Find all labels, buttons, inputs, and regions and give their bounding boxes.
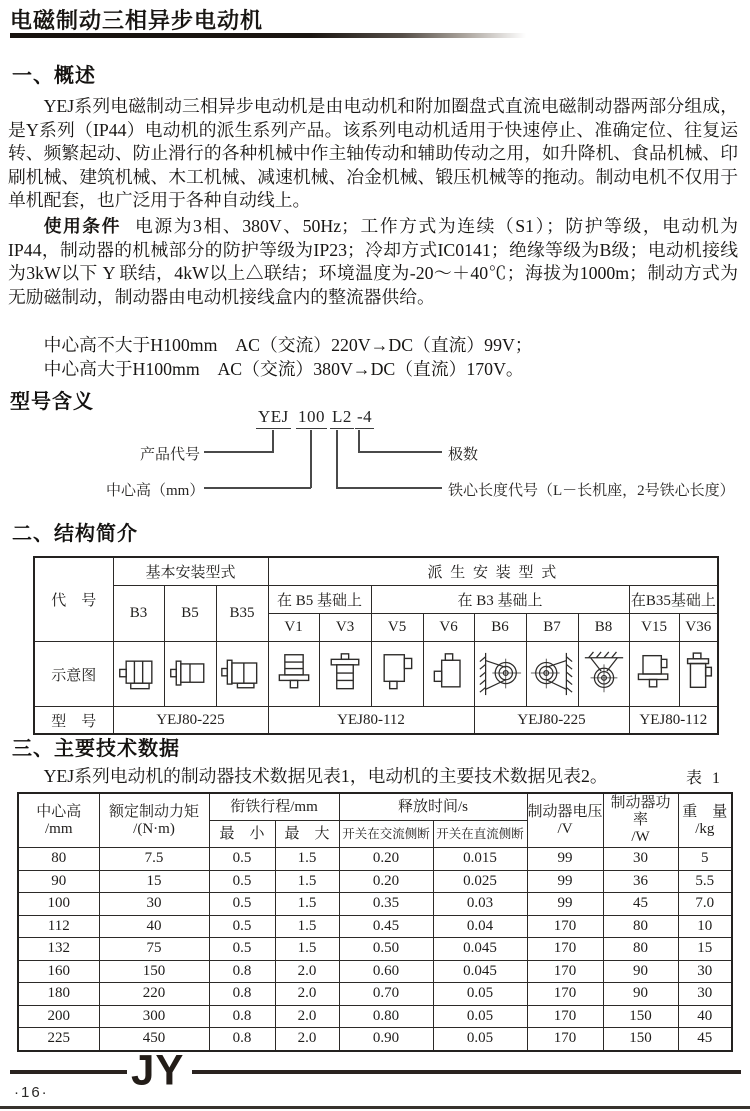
- table-cell: 170: [527, 1005, 603, 1028]
- mount-code-b7: B7: [526, 614, 578, 642]
- col-stroke-group: 衔铁行程/mm: [209, 793, 339, 821]
- col-release-group: 释放时间/s: [339, 793, 527, 821]
- table-cell: 0.05: [433, 1005, 527, 1028]
- section-overview-heading: 一、概述: [12, 65, 96, 87]
- motor-v15-icon: [629, 642, 679, 707]
- table-cell: 40: [99, 915, 209, 938]
- motor-v1-icon: [268, 642, 319, 707]
- table-cell: 225: [18, 1028, 99, 1051]
- mount-code-b5: B5: [164, 586, 216, 642]
- table-cell: 80: [18, 848, 99, 871]
- table-cell: 0.8: [209, 1028, 275, 1051]
- tech-table-body: [18, 848, 732, 1051]
- diagram-row-label: 示意图: [34, 642, 113, 707]
- table-cell: 0.03: [433, 893, 527, 916]
- table-cell: 150: [603, 1028, 678, 1051]
- table-cell: 15: [99, 870, 209, 893]
- table-cell: 132: [18, 938, 99, 961]
- col-weight: 重 量 /kg: [678, 793, 732, 848]
- table-cell: 99: [527, 848, 603, 871]
- model-code-series: YEJ: [256, 407, 291, 429]
- mount-code-b8: B8: [578, 614, 629, 642]
- table-cell: 1.5: [275, 938, 339, 961]
- page-number: ·16·: [14, 1084, 49, 1101]
- table-cell: 0.025: [433, 870, 527, 893]
- table-cell: 200: [18, 1005, 99, 1028]
- table-cell: 15: [678, 938, 732, 961]
- overview-paragraph: YEJ系列电磁制动三相异步电动机是由电动机和附加圈盘式直流电磁制动器两部分组成，是Y系列（IP44）电动机的派生系列产品。该系列电动机适用于快速停止、准确定位、往复运转、频繁起动、防止滑行的各种机械中作主轴传动和辅助传动之用，如升降机、食品机械、印刷机械、建筑机械、木工机械、减速机械、冶金机械、锻压机械等的拖动。制动电机不仅用于单机配套，也广泛用于各种自动线上。: [8, 96, 738, 210]
- connector-line: [272, 430, 274, 452]
- jy-logo: JY: [131, 1045, 185, 1094]
- conditions-label: 使用条件: [43, 216, 121, 236]
- table-cell: 450: [99, 1028, 209, 1051]
- table-cell: 75: [99, 938, 209, 961]
- label-core-length: 铁心长度代号（L－长机座，2号铁心长度）: [448, 483, 735, 499]
- table-cell: 0.5: [209, 938, 275, 961]
- table-cell: 0.045: [433, 938, 527, 961]
- table-cell: 30: [678, 983, 732, 1006]
- connector-line: [358, 430, 360, 452]
- table-row: [18, 983, 732, 1006]
- basis-b5-header: 在 B5 基础上: [268, 586, 371, 614]
- table-cell: 150: [603, 1005, 678, 1028]
- table-cell: 0.8: [209, 983, 275, 1006]
- table-cell: 5: [678, 848, 732, 871]
- table-cell: 7.5: [99, 848, 209, 871]
- table-cell: 2.0: [275, 1028, 339, 1051]
- table-cell: 0.5: [209, 870, 275, 893]
- table-row: [18, 915, 732, 938]
- table-cell: 90: [603, 960, 678, 983]
- table-cell: 0.80: [339, 1005, 433, 1028]
- structure-table: [33, 556, 719, 735]
- table-cell: 170: [527, 1028, 603, 1051]
- table-row: [18, 1028, 732, 1051]
- model-range-basic: YEJ80-225: [113, 707, 268, 735]
- table-cell: 0.35: [339, 893, 433, 916]
- table-cell: 30: [99, 893, 209, 916]
- table-cell: 0.50: [339, 938, 433, 961]
- table-cell: 1.5: [275, 870, 339, 893]
- motor-b5-icon: [164, 642, 216, 707]
- mount-code-b6: B6: [474, 614, 526, 642]
- table-cell: 0.20: [339, 870, 433, 893]
- table-cell: 0.045: [433, 960, 527, 983]
- connector-line: [204, 451, 274, 453]
- table-cell: 150: [99, 960, 209, 983]
- mount-code-v5: V5: [371, 614, 423, 642]
- col-voltage: 制动器电压 /V: [527, 793, 603, 848]
- model-code-frame: 100: [296, 407, 327, 429]
- basis-b35-header: 在B35基础上: [629, 586, 718, 614]
- label-poles: 极数: [448, 447, 479, 463]
- mount-code-v15: V15: [629, 614, 679, 642]
- table-cell: 30: [678, 960, 732, 983]
- table-cell: 0.20: [339, 848, 433, 871]
- table-row: [18, 938, 732, 961]
- table-cell: 112: [18, 915, 99, 938]
- connector-line: [358, 451, 442, 453]
- table-cell: 1.5: [275, 915, 339, 938]
- table-row: [18, 870, 732, 893]
- motor-v36-icon: [679, 642, 718, 707]
- table-cell: 90: [18, 870, 99, 893]
- tech-table: [17, 792, 733, 1052]
- basic-mount-header: 基本安装型式: [113, 557, 268, 586]
- table-cell: 100: [18, 893, 99, 916]
- model-range-v2: YEJ80-112: [629, 707, 718, 735]
- table-cell: 0.5: [209, 893, 275, 916]
- label-product-code: 产品代号: [140, 447, 201, 463]
- voltage-line-1: 中心高不大于H100mm AC（交流）220V→DC（直流）99V；: [43, 335, 533, 355]
- mount-code-v1: V1: [268, 614, 319, 642]
- table-cell: 0.5: [209, 915, 275, 938]
- mount-code-v36: V36: [679, 614, 718, 642]
- table-cell: 80: [603, 938, 678, 961]
- table-cell: 5.5: [678, 870, 732, 893]
- table-cell: 36: [603, 870, 678, 893]
- table-cell: 170: [527, 915, 603, 938]
- table-cell: 0.05: [433, 1028, 527, 1051]
- motor-v6-icon: [423, 642, 474, 707]
- model-row-label: 型 号: [34, 707, 113, 735]
- table-cell: 1.5: [275, 893, 339, 916]
- model-code-core: L2: [330, 407, 354, 429]
- connector-line: [204, 487, 311, 489]
- table-cell: 99: [527, 893, 603, 916]
- table-cell: 1.5: [275, 848, 339, 871]
- table-cell: 0.05: [433, 983, 527, 1006]
- col-center-height: 中心高 /mm: [18, 793, 99, 848]
- table-row: [18, 893, 732, 916]
- section-model-heading: 型号含义: [10, 391, 94, 413]
- col-stroke-min: 最 小: [209, 821, 275, 848]
- table-cell: 0.8: [209, 960, 275, 983]
- section-structure-heading: 二、结构简介: [12, 523, 138, 545]
- table-cell: 0.04: [433, 915, 527, 938]
- table-cell: 10: [678, 915, 732, 938]
- table-cell: 80: [603, 915, 678, 938]
- connector-line: [310, 430, 312, 488]
- table-cell: 0.45: [339, 915, 433, 938]
- motor-v3-icon: [319, 642, 371, 707]
- col-stroke-max: 最 大: [275, 821, 339, 848]
- voltage-line-2: 中心高大于H100mm AC（交流）380V→DC（直流）170V。: [43, 359, 524, 379]
- table-row: [18, 848, 732, 871]
- footer-rule-right: [192, 1070, 741, 1074]
- mount-code-b35: B35: [216, 586, 268, 642]
- table-cell: 0.60: [339, 960, 433, 983]
- conditions-paragraph: [8, 215, 738, 309]
- model-range-b: YEJ80-225: [474, 707, 629, 735]
- table-cell: 40: [678, 1005, 732, 1028]
- section-tech-heading: 三、主要技术数据: [12, 738, 180, 760]
- conditions-text: 电源为3相、380V、50Hz；工作方式为连续（S1）；防护等级，电动机为IP44，制动器的机械部分的防护等级为IP23；冷却方式IC0141；绝缘等级为B级；电动机接线为3kW以下 Y 联结，4kW以上△联结；环境温度为-20～＋40℃；海拔为1000m；制动方式为无励磁制动，制动器由电动机接线盒内的整流器供给。: [8, 216, 738, 307]
- connector-line: [336, 487, 442, 489]
- col-release-dc: 开关在直流侧断: [433, 821, 527, 848]
- mount-code-v6: V6: [423, 614, 474, 642]
- table-cell: 0.70: [339, 983, 433, 1006]
- table-cell: 7.0: [678, 893, 732, 916]
- title-divider: [10, 33, 526, 38]
- motor-b8-icon: [578, 642, 629, 707]
- motor-v5-icon: [371, 642, 423, 707]
- table-cell: 170: [527, 983, 603, 1006]
- page-title: 电磁制动三相异步电动机: [10, 8, 264, 33]
- table-cell: 2.0: [275, 960, 339, 983]
- table-cell: 99: [527, 870, 603, 893]
- table-cell: 0.015: [433, 848, 527, 871]
- table-cell: 170: [527, 960, 603, 983]
- footer-rule-left: [10, 1070, 127, 1074]
- table-cell: 170: [527, 938, 603, 961]
- table-cell: 45: [678, 1028, 732, 1051]
- motor-b35-icon: [216, 642, 268, 707]
- table-row: [18, 1005, 732, 1028]
- col-power: 制动器功率 /W: [603, 793, 678, 848]
- table-cell: 0.90: [339, 1028, 433, 1051]
- motor-b3-icon: [113, 642, 164, 707]
- table-cell: 220: [99, 983, 209, 1006]
- table-cell: 300: [99, 1005, 209, 1028]
- table-cell: 90: [603, 983, 678, 1006]
- table-cell: 2.0: [275, 1005, 339, 1028]
- table-cell: 180: [18, 983, 99, 1006]
- table-cell: 2.0: [275, 983, 339, 1006]
- mount-code-b3: B3: [113, 586, 164, 642]
- col-torque: 额定制动力矩 /(N·m): [99, 793, 209, 848]
- motor-b6-icon: [474, 642, 526, 707]
- motor-b7-icon: [526, 642, 578, 707]
- table-cell: 0.5: [209, 848, 275, 871]
- model-code-poles: -4: [355, 407, 374, 429]
- tech-intro: YEJ系列电动机的制动器技术数据见表1，电动机的主要技术数据见表2。: [43, 766, 608, 786]
- table-cell: 160: [18, 960, 99, 983]
- table-cell: 0.8: [209, 1005, 275, 1028]
- table1-label: 表 1: [686, 770, 724, 787]
- basis-b3-header: 在 B3 基础上: [371, 586, 629, 614]
- connector-line: [336, 430, 338, 488]
- page-bottom-edge: [0, 1106, 750, 1109]
- structure-code-header: 代 号: [34, 557, 113, 642]
- derived-mount-header: 派 生 安 装 型 式: [268, 557, 718, 586]
- mount-code-v3: V3: [319, 614, 371, 642]
- col-release-ac: 开关在交流侧断: [339, 821, 433, 848]
- table-cell: 30: [603, 848, 678, 871]
- table-row: [18, 960, 732, 983]
- table-cell: 45: [603, 893, 678, 916]
- label-center-height: 中心高（mm）: [106, 483, 205, 499]
- model-range-v: YEJ80-112: [268, 707, 474, 735]
